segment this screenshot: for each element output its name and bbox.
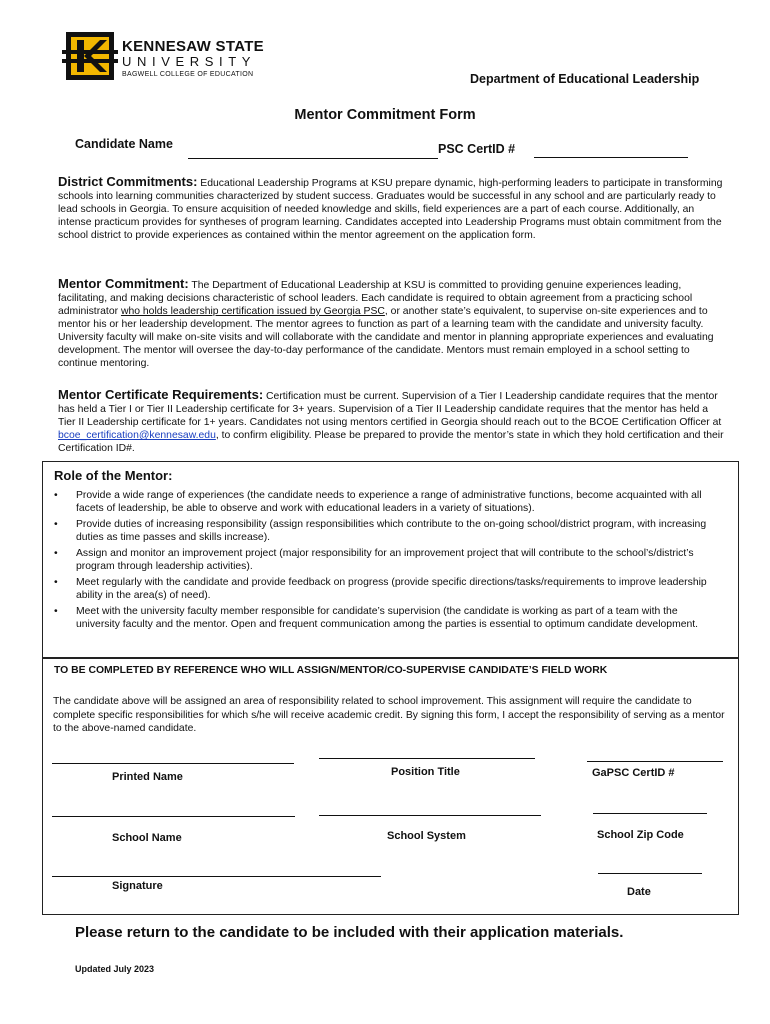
certificate-requirements — [58, 388, 728, 455]
list-item: • Meet regularly with the candidate and provide feedback on progress (provide specific directions/tasks/requirements to improve leadership ability in the area(s) of need). — [52, 576, 712, 602]
mentor-commitment — [58, 277, 726, 370]
school-name-field[interactable] — [52, 816, 295, 817]
list-item: • Provide duties of increasing responsibility (assign responsibilities which contribute to the on-going school/district program, with increasing duties as time passes and skills increase). — [52, 518, 712, 544]
department-name: Department of Educational Leadership — [470, 72, 700, 86]
mentor-body-2: , or another state’s equivalent, to supervise on-site experiences and to mentor his or her leadership development. The mentor agrees to function as part of a learning team with the candidate and university faculty. University faculty will make on-site visits and will collaborate with the candidate and mentor in planning appropriate experiences and evaluating development. The mentor will oversee the day-to-day performance of the candidate. Mentors must remain employed in a school setting to continue mentoring. — [58, 306, 714, 369]
signature-label: Signature — [112, 880, 163, 892]
reference-text: The candidate above will be assigned an area of responsibility related to school improvement. This assignment will require the candidate to complete specific responsibilities for which s/he will receive academic credit. By signing this form, I accept the responsibility of serving as a mentor to the above-named candidate. — [53, 696, 725, 734]
position-title-field[interactable] — [319, 758, 535, 759]
list-item: • Provide a wide range of experiences (the candidate needs to experience a range of administrative functions, become acquainted with all facets of leadership, be able to observe and work with educational leaders in a variety of situations). — [52, 489, 712, 515]
signature-field[interactable] — [52, 876, 381, 877]
mentor-heading: Mentor Commitment: — [58, 276, 189, 291]
certificate-heading: Mentor Certificate Requirements: — [58, 387, 264, 402]
printed-name-field[interactable] — [52, 763, 294, 764]
school-name-label: School Name — [112, 832, 182, 844]
position-title-label: Position Title — [391, 766, 460, 778]
certification-email-link[interactable]: bcoe_certification@kennesaw.edu — [58, 430, 216, 441]
school-zip-label: School Zip Code — [597, 829, 684, 841]
psc-certid-field[interactable] — [534, 157, 688, 158]
mentor-body-1: The Department of Educational Leadership at KSU is committed to providing genuine experiences leading, facilitating, and making decisions characteristic of school leaders. Each candidate is required to obtain agreement from a practicing school administrator — [58, 280, 693, 317]
list-item: • Meet with the university faculty member responsible for candidate’s supervision (the candidate is working as part of a team with the university faculty and the mentor. Open and frequent communication among the parties is essential to optimum candidate development. — [52, 605, 712, 631]
school-system-label: School System — [387, 830, 466, 842]
reference-heading: TO BE COMPLETED BY REFERENCE WHO WILL ASSIGN/MENTOR/CO-SUPERVISE CANDIDATE’S FIELD WORK — [54, 665, 608, 676]
updated-date: Updated July 2023 — [75, 964, 155, 974]
university-subtitle: UNIVERSITY — [122, 54, 257, 69]
certificate-body-2: , to confirm eligibility. Please be prepared to provide the mentor’s state in which they hold certification and their Certification ID#. — [58, 430, 724, 454]
list-item: • Assign and monitor an improvement project (major responsibility for an improvement project that will contribute to the school’s/district’s program through leadership activities). — [52, 547, 712, 573]
printed-name-label: Printed Name — [112, 771, 183, 783]
psc-certid-label: PSC CertID # — [438, 142, 516, 156]
form-title: Mentor Commitment Form — [294, 107, 476, 123]
mentor-underlined-text: who holds leadership certification issued by Georgia PSC — [120, 306, 385, 317]
college-name: BAGWELL COLLEGE OF EDUCATION — [122, 71, 254, 78]
district-body: Educational Leadership Programs at KSU prepare dynamic, high-performing leaders to participate in transforming schools into learning communities characterized by student success. Graduates would be successful in any school and are particularly ready to lead schools in Georgia. To ensure acquisition of needed knowledge and skills, field experiences are a part of each course. Additionally, an intense practicum provides for syntheses of program learning. Candidates accepted into Leadership Programs must obtain commitment from the school district to provide experiences as contained within the mentor agreement on the application form. — [58, 178, 723, 241]
ksu-logo-icon — [60, 30, 120, 82]
gapsc-certid-label: GaPSC CertID # — [592, 767, 675, 779]
certificate-body-1: Certification must be current. Supervision of a Tier I Leadership candidate requires that the mentor has held a Tier I or Tier II Leadership certificate for 3+ years. Supervision of a Tier II Leadership candidate requires that the mentor has held a Tier II Leadership certificate for 1+ years. Candidates not using mentors certified in Georgia should reach out to the BCOE Certification Officer at — [58, 391, 722, 428]
return-note: Please return to the candidate to be included with their application materials. — [75, 924, 624, 941]
university-name: KENNESAW STATE — [122, 38, 264, 55]
date-field[interactable] — [598, 873, 702, 874]
role-list — [52, 489, 712, 634]
school-zip-field[interactable] — [593, 813, 707, 814]
date-label: Date — [627, 886, 651, 898]
gapsc-certid-field[interactable] — [587, 761, 723, 762]
district-heading: District Commitments: — [58, 174, 198, 189]
district-commitments — [58, 175, 724, 242]
candidate-name-label: Candidate Name — [75, 137, 173, 151]
school-system-field[interactable] — [319, 815, 541, 816]
role-heading: Role of the Mentor: — [54, 468, 173, 483]
candidate-name-field[interactable] — [188, 158, 438, 159]
